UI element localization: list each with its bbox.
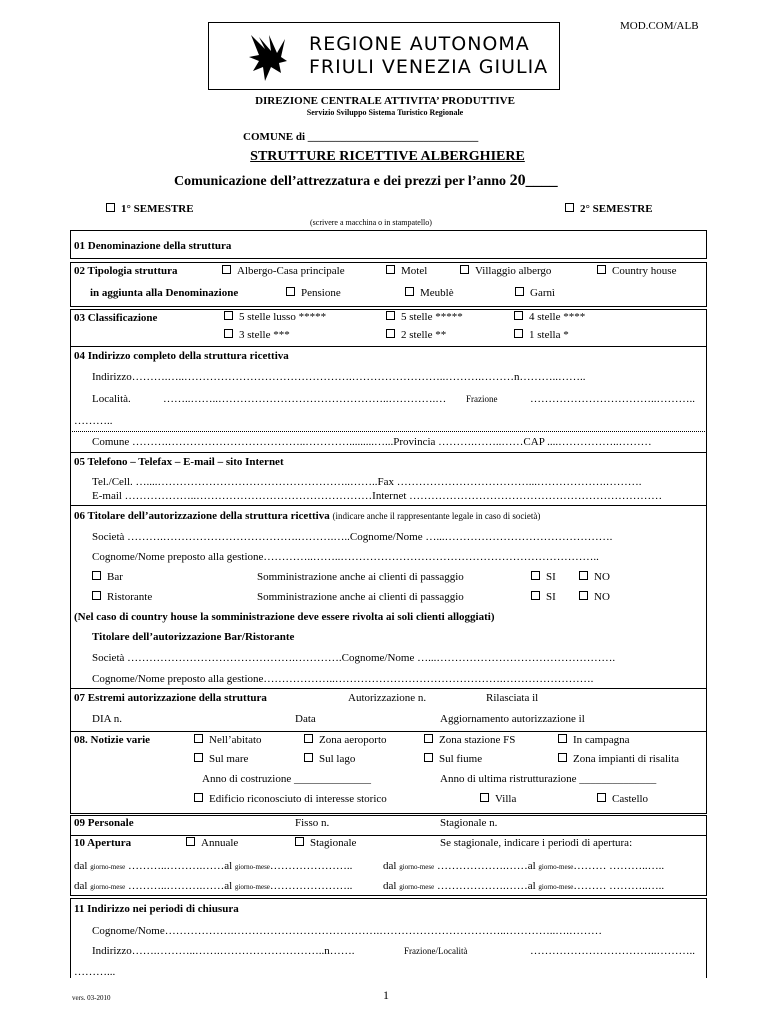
page-title: STRUTTURE RICETTIVE ALBERGHIERE <box>250 149 525 164</box>
page-subtitle: Comunicazione dell’attrezzatura e dei prezzi per l’anno 20____ <box>174 172 558 189</box>
s08-campagna[interactable]: In campagna <box>558 734 630 746</box>
s03-label: 03 Classificazione <box>74 312 158 324</box>
eagle-logo-icon <box>241 27 297 85</box>
s08-fiume[interactable]: Sul fiume <box>424 753 482 765</box>
logo-line-2: FRIULI VENEZIA GIULIA <box>309 56 549 78</box>
checkbox-icon <box>222 265 231 274</box>
s06-rist-si[interactable]: SI <box>531 591 556 603</box>
checkbox-icon <box>304 753 313 762</box>
s11-cognome-field[interactable]: Cognome/Nome……………….………………………………….……………………………..…………..….……… <box>92 925 602 937</box>
s06-somm-bar: Somministrazione anche ai clienti di passaggio <box>257 571 464 583</box>
checkbox-icon <box>558 734 567 743</box>
page-number: 1 <box>383 988 389 1002</box>
s10-stagionale[interactable]: Stagionale <box>295 837 356 849</box>
s08-abitato[interactable]: Nell’abitato <box>194 734 262 746</box>
s08-mare[interactable]: Sul mare <box>194 753 248 765</box>
s10-label: 10 Apertura <box>74 837 132 849</box>
s04-label: 04 Indirizzo completo della struttura ricettiva <box>74 350 289 362</box>
s04-localita-label: Località. <box>92 393 131 405</box>
s03-option-1[interactable]: 1 stella * <box>514 329 569 341</box>
checkbox-icon <box>92 571 101 580</box>
s11-frazione-field[interactable]: ……………………………..……….. <box>530 945 695 957</box>
checkbox-icon <box>386 329 395 338</box>
version-label: vers. 03-2010 <box>72 994 111 1002</box>
checkbox-icon <box>106 203 115 212</box>
checkbox-icon <box>558 753 567 762</box>
s06-bar-no[interactable]: NO <box>579 571 610 583</box>
s10-period-row-2[interactable]: dal giorno-mese ………..……….……al giorno-mese………………….. <box>74 880 353 892</box>
checkbox-icon <box>424 734 433 743</box>
servizio-subtitle: Servizio Sviluppo Sistema Turistico Regionale <box>306 108 464 117</box>
checkbox-icon <box>286 287 295 296</box>
s02-option-albergo[interactable]: Albergo-Casa principale <box>222 265 345 277</box>
s02-option-country[interactable]: Country house <box>597 265 676 277</box>
s02-option-pensione[interactable]: Pensione <box>286 287 341 299</box>
s02-option-motel[interactable]: Motel <box>386 265 427 277</box>
s06-label-row: 06 Titolare dell’autorizzazione della struttura ricettiva (indicare anche il rappresentante legale in caso di società) <box>74 510 541 522</box>
s06-ristorante-option[interactable]: Ristorante <box>92 591 152 603</box>
direzione-title: DIREZIONE CENTRALE ATTIVITA’ PRODUTTIVE <box>255 95 515 107</box>
checkbox-icon <box>304 734 313 743</box>
checkbox-icon <box>194 793 203 802</box>
s10-note: Se stagionale, indicare i periodi di apertura: <box>440 837 633 849</box>
checkbox-icon <box>531 571 540 580</box>
checkbox-icon <box>424 753 433 762</box>
s08-impianti[interactable]: Zona impianti di risalita <box>558 753 679 765</box>
checkbox-icon <box>565 203 574 212</box>
s02-option-garni[interactable]: Garnì <box>515 287 555 299</box>
checkbox-icon <box>515 287 524 296</box>
s10-period-row-2b[interactable]: dal giorno-mese ……………….……al giorno-mese……… ………..….. <box>383 880 665 892</box>
checkbox-icon <box>579 591 588 600</box>
mod-code: MOD.COM/ALB <box>620 20 699 32</box>
semester-2-option[interactable]: 2° SEMESTRE <box>565 203 653 215</box>
checkbox-icon <box>480 793 489 802</box>
s08-label: 08. Notizie varie <box>74 734 151 746</box>
checkbox-icon <box>579 571 588 580</box>
checkbox-icon <box>224 329 233 338</box>
checkbox-icon <box>405 287 414 296</box>
s03-option-3[interactable]: 3 stelle *** <box>224 329 290 341</box>
s08-anno-ristrutturazione[interactable]: Anno di ultima ristrutturazione ______________ <box>440 773 657 785</box>
s11-frazione-label: Frazione/Località <box>404 946 468 956</box>
s11-continuation: ………... <box>74 966 116 978</box>
s06-bar-si[interactable]: SI <box>531 571 556 583</box>
checkbox-icon <box>386 265 395 274</box>
s08-aeroporto[interactable]: Zona aeroporto <box>304 734 387 746</box>
s06-societa-field[interactable]: Società ……….……………………………….……….…..Cognome/Nome …...………………………………………. <box>92 531 613 543</box>
s07-label: 07 Estremi autorizzazione della struttura <box>74 692 267 704</box>
s10-annuale[interactable]: Annuale <box>186 837 238 849</box>
s09-label: 09 Personale <box>74 817 134 829</box>
s02-label: 02 Tipologia struttura <box>74 265 178 277</box>
s08-villa[interactable]: Villa <box>480 793 516 805</box>
s02-sub-label: in aggiunta alla Denominazione <box>90 287 239 299</box>
checkbox-icon <box>514 329 523 338</box>
s06-societa2-field[interactable]: Società ……………………………………….………….Cognome/Nome …...…………………………………………. <box>92 652 616 664</box>
s03-option-5[interactable]: 5 stelle ***** <box>386 311 463 323</box>
s07-aggiornamento[interactable]: Aggiornamento autorizzazione il <box>440 713 585 725</box>
s03-option-2[interactable]: 2 stelle ** <box>386 329 446 341</box>
s04-comune-field[interactable]: Comune ……….………………………………..………….........…...Provincia ……….……..……CAP ....……………..……… <box>92 436 652 448</box>
s04-continuation: ……….. <box>74 415 113 427</box>
s07-data[interactable]: Data <box>295 713 316 725</box>
s01-label: 01 Denominazione della struttura <box>74 240 232 252</box>
dotted-divider <box>70 431 707 432</box>
s06-titolare-bar: Titolare dell’autorizzazione Bar/Ristorante <box>92 631 295 643</box>
s10-period-row-1[interactable]: dal giorno-mese ………..……….……al giorno-mese………………….. <box>74 860 353 872</box>
checkbox-icon <box>597 793 606 802</box>
s05-email-field[interactable]: E-mail ………………..…………………………………………Internet …………………………………………………………… <box>92 490 663 502</box>
checkbox-icon <box>224 311 233 320</box>
s08-storico[interactable]: Edificio riconosciuto di interesse storico <box>194 793 387 805</box>
s06-somm-rist: Somministrazione anche ai clienti di passaggio <box>257 591 464 603</box>
s07-dia[interactable]: DIA n. <box>92 713 122 725</box>
semester-1-option[interactable]: 1° SEMESTRE <box>106 203 194 215</box>
s06-preposto-field[interactable]: Cognome/Nome preposto alla gestione…………..……..…………………………………………………………….. <box>92 551 599 563</box>
s02-option-meuble[interactable]: Meublè <box>405 287 454 299</box>
checkbox-icon <box>194 734 203 743</box>
s06-country-note: (Nel caso di country house la somministrazione deve essere rivolta ai soli clienti alloggiati) <box>74 611 495 623</box>
s03-option-5lusso[interactable]: 5 stelle lusso ***** <box>224 311 326 323</box>
s08-lago[interactable]: Sul lago <box>304 753 355 765</box>
checkbox-icon <box>194 753 203 762</box>
comune-field[interactable]: COMUNE di _______________________________ <box>243 131 479 143</box>
s08-anno-costruzione[interactable]: Anno di costruzione ______________ <box>202 773 371 785</box>
divider <box>70 230 707 231</box>
s09-fisso[interactable]: Fisso n. <box>295 817 330 829</box>
s04-frazione-field[interactable]: ……………………………..……….. <box>530 393 695 405</box>
s02-option-villaggio[interactable]: Villaggio albergo <box>460 265 551 277</box>
checkbox-icon <box>514 311 523 320</box>
logo-box <box>208 22 560 90</box>
s11-label: 11 Indirizzo nei periodi di chiusura <box>74 903 239 915</box>
s06-preposto2-field[interactable]: Cognome/Nome preposto alla gestione………………..……………………………………….……………………. <box>92 673 594 685</box>
s04-indirizzo-field[interactable]: Indirizzo……….…..……………………………………….……………………..……….………n………..…….. <box>92 371 586 383</box>
checkbox-icon <box>186 837 195 846</box>
s11-indirizzo-field[interactable]: Indirizzo…….………..…….………………………..n……. <box>92 945 355 957</box>
s06-bar-option[interactable]: Bar <box>92 571 123 583</box>
s07-rilasciata[interactable]: Rilasciata il <box>486 692 539 704</box>
s05-label: 05 Telefono – Telefax – E-mail – sito Internet <box>74 456 284 468</box>
s08-castello[interactable]: Castello <box>597 793 648 805</box>
checkbox-icon <box>460 265 469 274</box>
checkbox-icon <box>386 311 395 320</box>
logo-line-1: REGIONE AUTONOMA <box>309 33 530 55</box>
s04-frazione-label: Frazione <box>466 394 498 404</box>
writing-note: (scrivere a macchina o in stampatello) <box>310 218 432 227</box>
checkbox-icon <box>597 265 606 274</box>
s07-autorizzazione[interactable]: Autorizzazione n. <box>348 692 427 704</box>
checkbox-icon <box>531 591 540 600</box>
checkbox-icon <box>92 591 101 600</box>
s04-localita-field[interactable]: ……..……..………………………………………..………….… <box>163 393 447 405</box>
s08-stazione[interactable]: Zona stazione FS <box>424 734 515 746</box>
s03-option-4[interactable]: 4 stelle **** <box>514 311 585 323</box>
s09-stagionale[interactable]: Stagionale n. <box>440 817 498 829</box>
checkbox-icon <box>295 837 304 846</box>
s06-rist-no[interactable]: NO <box>579 591 610 603</box>
s05-tel-field[interactable]: Tel./Cell. …....……………………………………………..……..Fax ………………………………...……………….………. <box>92 476 642 488</box>
s10-period-row-1b[interactable]: dal giorno-mese ……………….……al giorno-mese……… ………..….. <box>383 860 665 872</box>
